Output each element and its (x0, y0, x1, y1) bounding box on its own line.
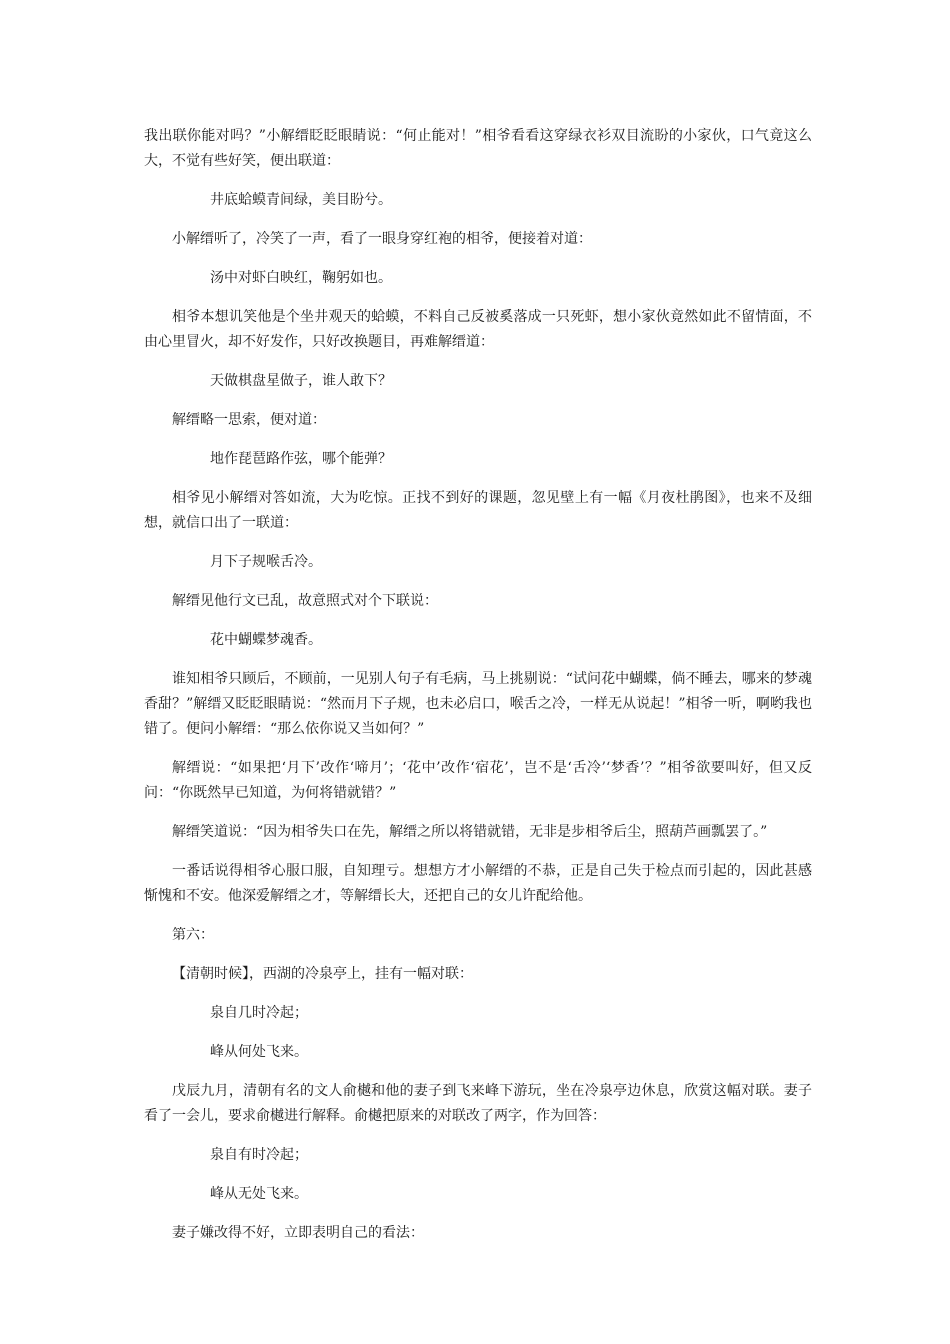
body-paragraph: 戊辰九月，清朝有名的文人俞樾和他的妻子到飞来峰下游玩，坐在冷泉亭边休息，欣赏这幅对联。妻子看了一会儿，要求俞樾进行解释。俞樾把原来的对联改了两字，作为回答： (144, 1083, 812, 1124)
body-paragraph: 妻子嫌改得不好，立即表明自己的看法： (172, 1225, 424, 1241)
body-paragraph: 第六： (172, 927, 214, 943)
couplet-line: 天做棋盘星做子，谁人敢下？ (210, 373, 392, 389)
couplet-line: 峰从无处飞来。 (210, 1186, 308, 1202)
body-paragraph: 解缙笑道说：“因为相爷失口在先，解缙之所以将错就错，无非是步相爷后尘，照葫芦画瓢罢了。” (172, 824, 768, 840)
body-paragraph: 相爷见小解缙对答如流，大为吃惊。正找不到好的课题，忽见壁上有一幅《月夜杜鹃图》，也来不及细想，就信口出了一联道： (144, 490, 812, 531)
couplet-line: 泉自有时冷起； (210, 1147, 308, 1163)
body-paragraph: 相爷本想讥笑他是个坐井观天的蛤蟆，不料自己反被奚落成一只死虾，想小家伙竟然如此不留情面，不由心里冒火，却不好发作，只好改换题目，再难解缙道： (144, 309, 812, 350)
couplet-line: 泉自几时冷起； (210, 1005, 308, 1021)
document-body (144, 124, 812, 1260)
body-paragraph: 我出联你能对吗？”小解缙眨眨眼睛说：“何止能对！”相爷看看这穿绿衣衫双目流盼的小家伙，口气竟这么大，不觉有些好笑，便出联道： (144, 128, 812, 169)
couplet-line: 月下子规喉舌冷。 (210, 554, 322, 570)
body-paragraph: 【清朝时候】，西湖的冷泉亭上，挂有一幅对联： (172, 966, 473, 982)
couplet-line: 地作琵琶路作弦，哪个能弹？ (210, 451, 392, 467)
body-paragraph: 解缙略一思索，便对道： (172, 412, 326, 428)
couplet-line: 井底蛤蟆青间绿，美目盼兮。 (210, 192, 392, 208)
body-paragraph: 谁知相爷只顾后，不顾前，一见别人句子有毛病，马上挑剔说：“试问花中蝴蝶，倘不睡去，哪来的梦魂香甜？”解缙又眨眨眼睛说：“然而月下子规，也未必启口，喉舌之冷，一样无从说起！”相爷一听，啊哟我也错了。便问小解缙：“那么依你说又当如何？” (144, 671, 812, 737)
body-paragraph: 解缙见他行文已乱，故意照式对个下联说： (172, 593, 438, 609)
couplet-line: 花中蝴蝶梦魂香。 (210, 632, 322, 648)
body-paragraph: 一番话说得相爷心服口服，自知理亏。想想方才小解缙的不恭，正是自己失于检点而引起的，因此甚感惭愧和不安。他深爱解缙之才，等解缙长大，还把自己的女儿许配给他。 (144, 863, 812, 904)
couplet-line: 峰从何处飞来。 (210, 1044, 308, 1060)
body-paragraph: 小解缙听了，冷笑了一声，看了一眼身穿红袍的相爷，便接着对道： (172, 231, 592, 247)
body-paragraph: 解缙说：“如果把‘月下’改作‘啼月’；‘花中’改作‘宿花’，岂不是‘舌冷’‘梦香’？”相爷欲要叫好，但又反问：“你既然早已知道，为何将错就错？” (144, 760, 812, 801)
couplet-line: 汤中对虾白映红，鞠躬如也。 (210, 270, 392, 286)
